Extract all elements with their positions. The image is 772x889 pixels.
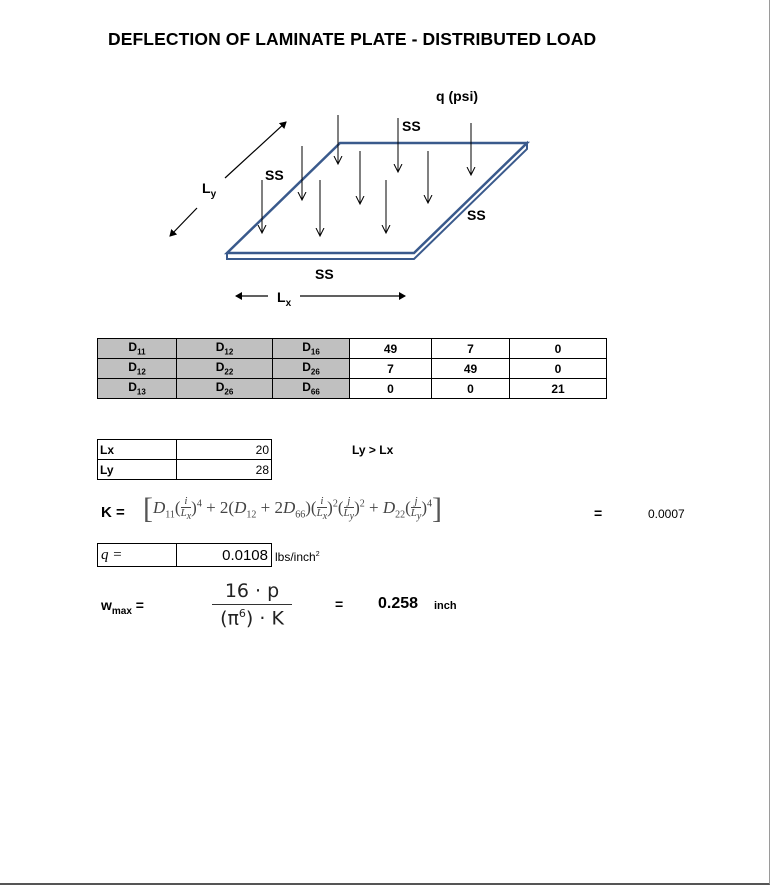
w-max-value: 0.258: [378, 595, 419, 612]
matrix-label-cell: $D_{13}$: [98, 379, 177, 399]
q-value-cell[interactable]: 0.0108: [177, 544, 272, 567]
support-right-label: SS: [467, 207, 486, 223]
matrix-value-cell[interactable]: 0: [510, 339, 607, 359]
w-max-label: $w_{max}$ =: [101, 597, 144, 617]
matrix-label-cell: $D_{22}$: [177, 359, 273, 379]
k-label: K =: [101, 504, 125, 521]
w-equals-sign: =: [335, 596, 344, 612]
matrix-label-cell: $D_{26}$: [273, 359, 350, 379]
support-left-label: SS: [265, 167, 284, 183]
q-input-table: [97, 543, 272, 567]
support-top-label: SS: [402, 118, 421, 134]
w-formula-numerator: 16 · p: [212, 580, 292, 605]
ly-label: $L_y$: [202, 180, 217, 200]
plate-top-face: [227, 143, 527, 253]
plate-diagram: [0, 0, 772, 330]
lx-label: $L_x$: [277, 289, 292, 309]
matrix-value-cell[interactable]: 0: [432, 379, 510, 399]
lx-label-cell: Lx: [98, 440, 177, 460]
matrix-value-cell[interactable]: 0: [350, 379, 432, 399]
matrix-label-cell: $D_{26}$: [177, 379, 273, 399]
ly-value-cell[interactable]: 28: [177, 460, 272, 480]
load-label: q (psi): [436, 88, 478, 104]
matrix-label-cell: $D_{16}$: [273, 339, 350, 359]
matrix-label-cell: $D_{66}$: [273, 379, 350, 399]
w-max-unit: inch: [434, 600, 457, 612]
lx-value-cell[interactable]: 20: [177, 440, 272, 460]
table-row: [98, 379, 607, 399]
table-row: [98, 544, 272, 567]
lengths-table: [97, 439, 272, 480]
q-label-cell: q =: [98, 544, 177, 567]
matrix-value-cell[interactable]: 7: [350, 359, 432, 379]
length-condition-note: Ly > Lx: [352, 443, 394, 457]
matrix-label-cell: $D_{12}$: [177, 339, 273, 359]
matrix-value-cell[interactable]: 21: [510, 379, 607, 399]
matrix-label-cell: $D_{12}$: [98, 359, 177, 379]
w-formula-denominator: $(\pi^6) \cdot K$: [220, 607, 284, 630]
page-title: DEFLECTION OF LAMINATE PLATE - DISTRIBUTED LOAD: [108, 29, 597, 49]
table-row: [98, 440, 272, 460]
table-row: [98, 339, 607, 359]
q-unit: lbs/inch$^2$: [275, 550, 320, 564]
table-row: [98, 460, 272, 480]
k-formula-image: [$D_{11}$( $\frac{i}{L_x}$ )$^4 + 2(D_{12} + 2D_{66})$( $\frac{i}{L_x}$ )$^2$( $\frac{j}{L_y}$ )$^2 + D_{22}$( $\frac{j}{L_y}$ )$^4$]: [143, 492, 443, 525]
ly-label-cell: Ly: [98, 460, 177, 480]
matrix-value-cell[interactable]: 49: [432, 359, 510, 379]
matrix-label-cell: $D_{11}$: [98, 339, 177, 359]
matrix-value-cell[interactable]: 49: [350, 339, 432, 359]
stiffness-matrix-table: [97, 338, 607, 399]
matrix-value-cell[interactable]: 0: [510, 359, 607, 379]
matrix-value-cell[interactable]: 7: [432, 339, 510, 359]
table-row: [98, 359, 607, 379]
support-bottom-label: SS: [315, 266, 334, 282]
w-max-formula: [212, 580, 292, 629]
k-equals-sign: =: [594, 505, 603, 521]
k-value: 0.0007: [648, 507, 685, 521]
